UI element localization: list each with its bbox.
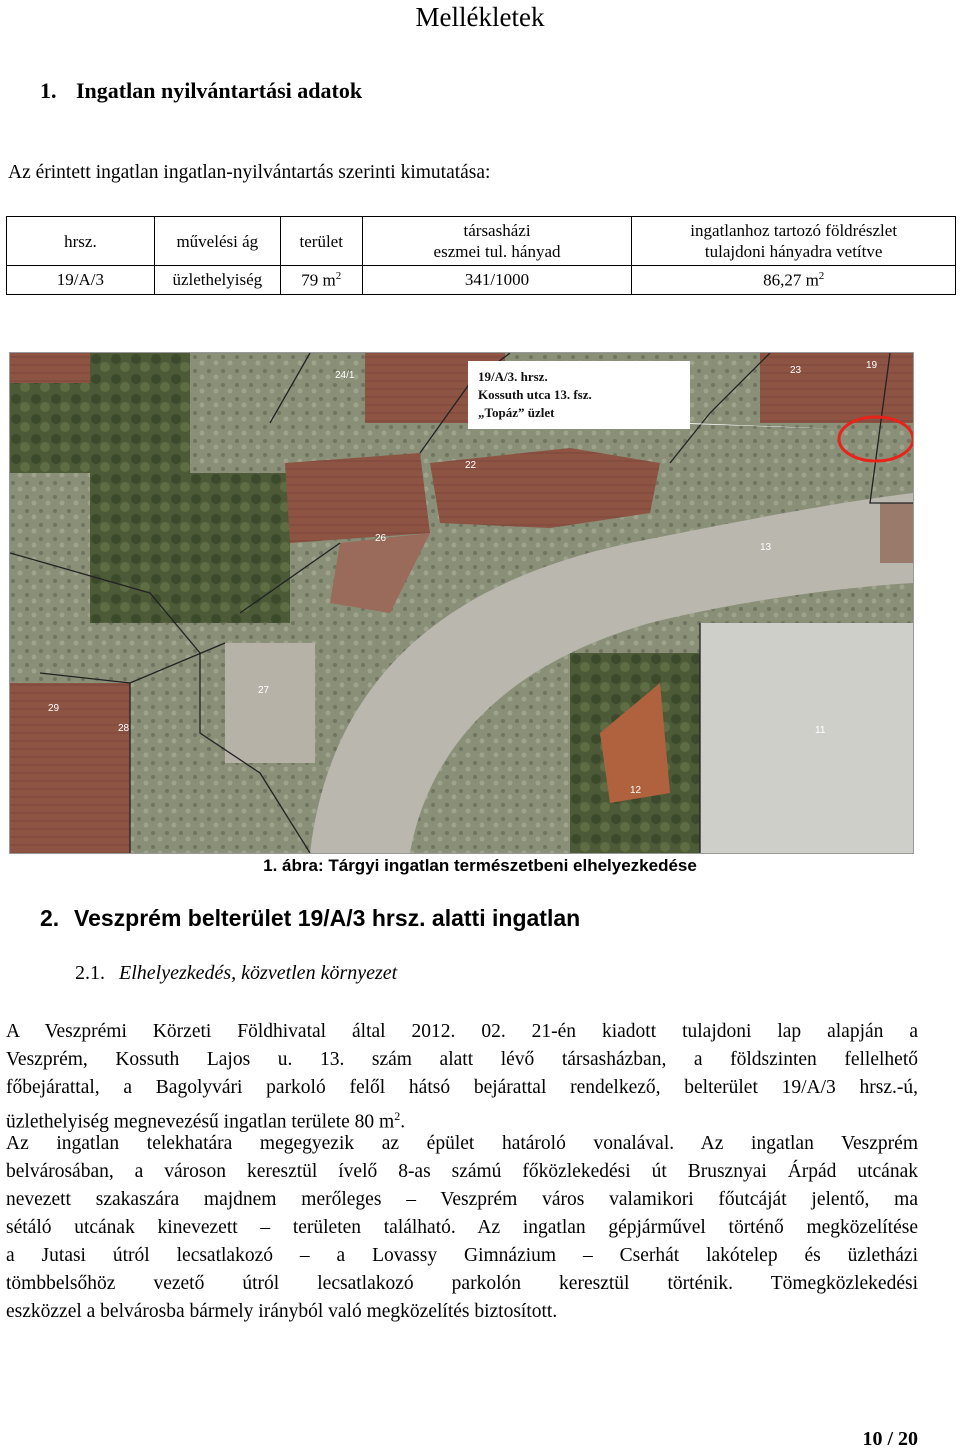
paragraph-2-line: belvárosában, a városon keresztül ívelő 8-as számú főközlekedési út Brusznyai Árpád utcának [6,1161,918,1182]
map-parcel-label: 19 [866,360,878,371]
page-title: Mellékletek [415,2,545,32]
map-roof-1 [10,353,90,383]
paragraph-2-line: Az ingatlan telekhatára megegyezik az épület határoló vonalával. Az ingatlan Veszprém [6,1133,918,1154]
header-hrsz: hrsz. [7,217,155,266]
cell-terulet-sup: 2 [335,269,342,282]
map-callout-line: „Topáz” üzlet [478,405,555,420]
header-terulet: terület [280,217,362,266]
cell-terulet [280,266,362,295]
header-foldreszlet-line1: ingatlanhoz tartozó földrészlet [690,221,898,240]
cell-terulet-value: 79 m [301,270,336,290]
header-foldreszlet-line2: tulajdoni hányadra vetítve [704,242,883,261]
header-muvelesi-ag: művelési ág [154,217,280,266]
figure-caption: 1. ábra: Tárgyi ingatlan természetbeni elhelyezkedése [263,856,697,875]
table-row [7,266,956,295]
aerial-map [9,352,914,854]
section-2-1-title: Elhelyezkedés, közvetlen környezet [119,962,398,984]
map-parcel-label: 22 [465,460,477,471]
paragraph-2-line: tömbbelsőhöz vezető útról lecsatlakozó parkolón keresztül történik. Tömegközlekedési [6,1273,918,1294]
paragraph-2-line: a Jutasi útról lecsatlakozó – a Lovassy Gimnázium – Cserhát lakótelep és üzletházi [6,1245,918,1266]
map-roof-4 [760,353,913,423]
paragraph-2-line: sétáló utcának kinevezett – területen található. Az ingatlan gépjárművel történő megközelítése [6,1217,918,1238]
cell-foldreszlet-value: 86,27 m [763,270,819,290]
section-2-1-heading [75,962,397,985]
map-parcel-label: 13 [760,542,772,553]
map-trees-w [90,473,290,623]
map-parcel-label: 26 [375,533,387,544]
aerial-map-svg [10,353,913,853]
cell-foldreszlet [632,266,956,295]
map-tower [880,503,913,563]
map-roof-8 [10,683,130,853]
header-tarsashazi-line1: társasházi [463,221,531,240]
section-2-1-number: 2.1. [75,962,105,984]
paragraph-1-last-text: üzlethelyiség megnevezésű ingatlan területe 80 m [6,1111,395,1133]
paragraph-1-line: A Veszprémi Körzeti Földhivatal által 2012. 02. 21-én kiadott tulajdoni lap alapján a [6,1021,918,1042]
map-callout-line: Kossuth utca 13. fsz. [478,387,592,402]
intro-text: Az érintett ingatlan ingatlan-nyilvántartás szerinti kimutatása: [8,162,491,183]
page-number: 10 / 20 [862,1428,918,1450]
map-parcel-label: 27 [258,685,270,696]
header-tarsashazi-hanyad [362,217,632,266]
paragraph-1-line: főbejárattal, a Bagolyvári parkoló felől hátsó bejárattal rendelkező, belterület 19/A/3 hrsz.-ú, [6,1077,918,1098]
cell-muvelesi-ag: üzlethelyiség [154,266,280,295]
map-parcel-label: 23 [790,365,802,376]
map-roof-terrace [700,623,913,853]
map-roof-7 [225,643,315,763]
section-1-title: Ingatlan nyilvántartási adatok [76,78,363,103]
map-parcel-label: 12 [630,785,642,796]
paragraph-1-line: Veszprém, Kossuth Lajos u. 13. szám alatt lévő társasházban, a földszinten fellelhető [6,1049,918,1070]
map-roof-5 [285,453,430,543]
paragraph-2-line: eszközzel a belvárosba bármely irányból való megközelítés biztosított. [6,1301,558,1322]
map-parcel-label: 28 [118,723,130,734]
paragraph-1-sup: 2 [394,1109,401,1123]
section-1-heading [40,78,362,104]
section-2-number: 2. [40,905,60,931]
map-parcel-label: 29 [48,703,60,714]
table-header-row [7,217,956,266]
section-2-title: Veszprém belterület 19/A/3 hrsz. alatti ingatlan [74,905,581,931]
cell-hanyad: 341/1000 [362,266,632,295]
section-2-heading [40,905,580,932]
property-table [6,216,956,295]
cell-hrsz: 19/A/3 [7,266,155,295]
header-foldreszlet [632,217,956,266]
paragraph-1-end: . [400,1111,406,1133]
section-1-number: 1. [40,78,57,103]
map-parcel-label: 24/1 [335,370,355,381]
header-tarsashazi-line2: eszmei tul. hányad [433,242,561,261]
map-parcel-label: 11 [815,725,826,736]
paragraph-2-line: nevezett szakaszára majdnem merőleges – Veszprém város valamikori főutcáját jelentő, ma [6,1189,918,1210]
map-callout-line: 19/A/3. hrsz. [478,369,548,384]
cell-foldreszlet-sup: 2 [818,269,825,282]
